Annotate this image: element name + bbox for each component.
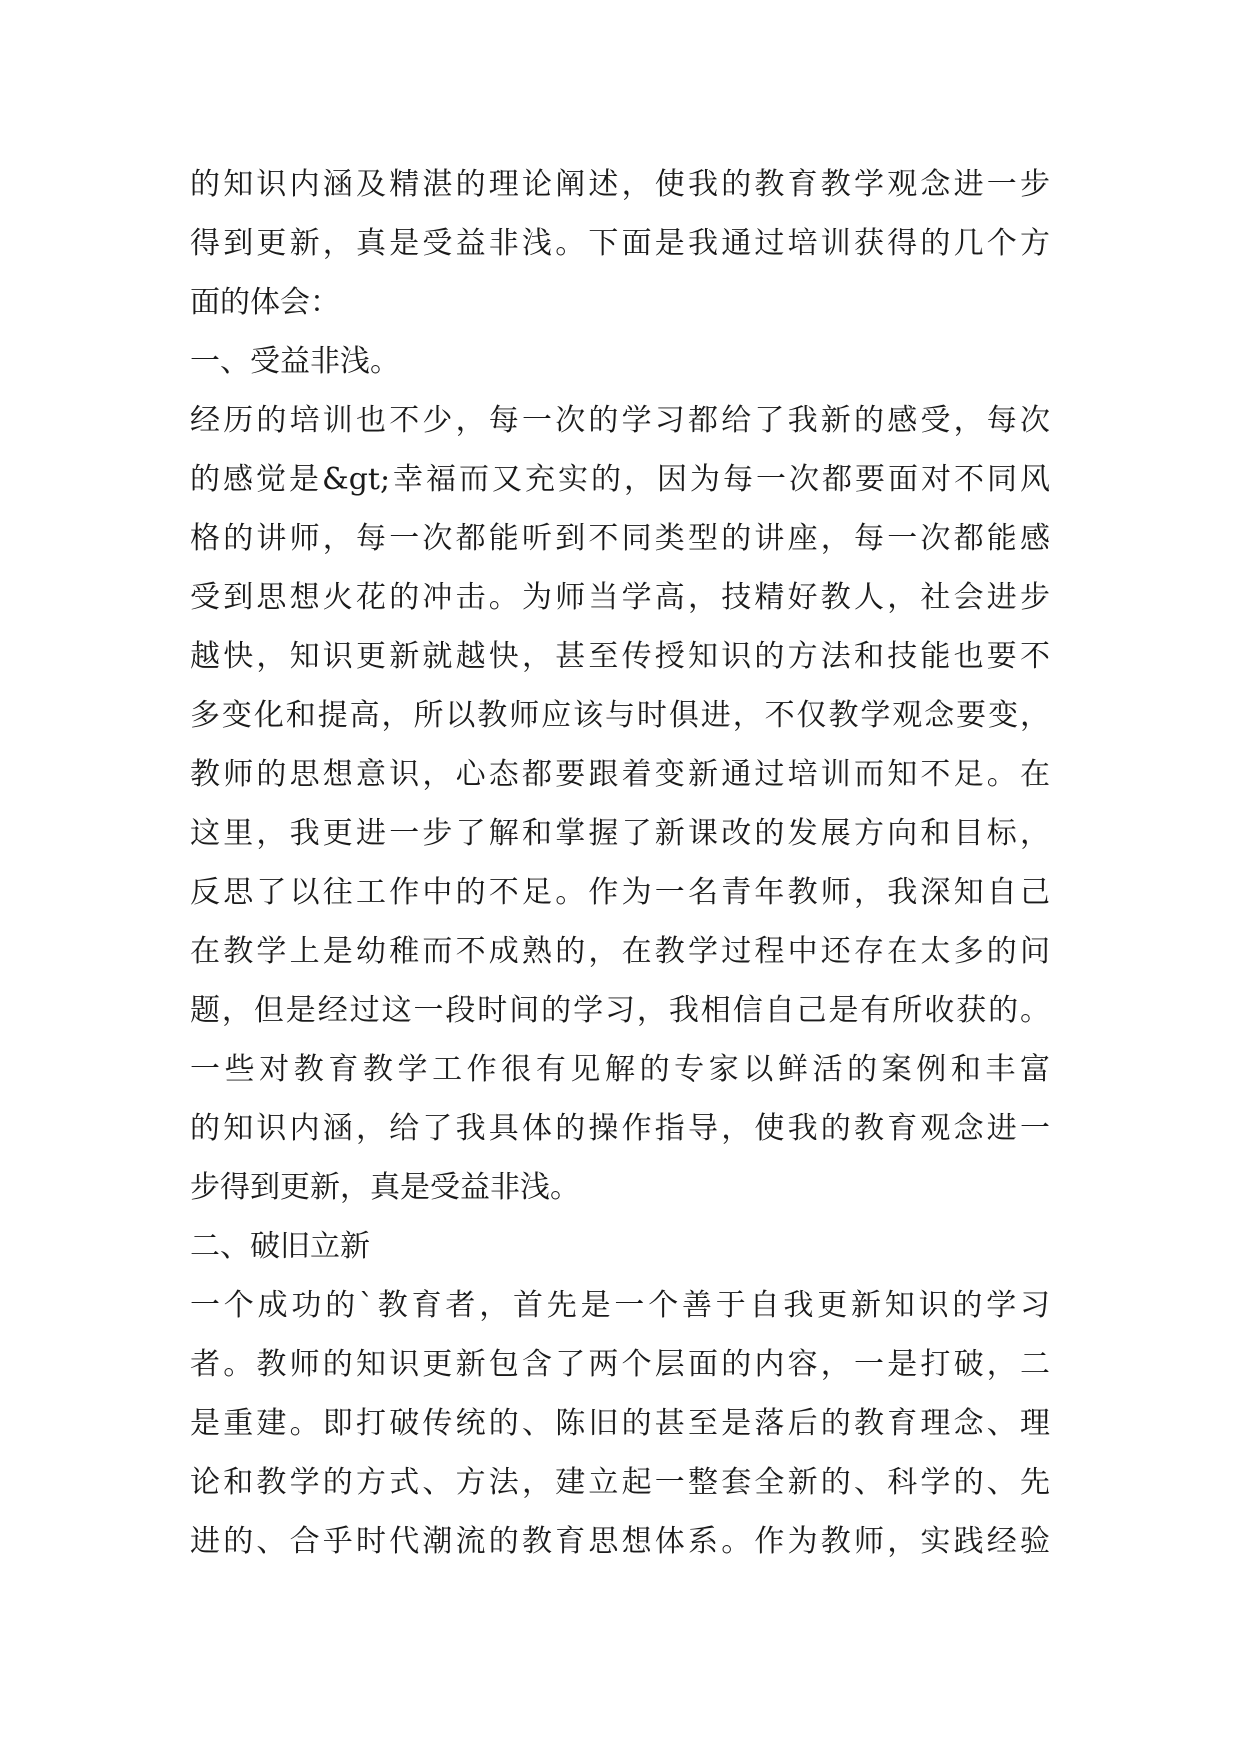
text-line: 的知识内涵及精湛的理论阐述，使我的教育教学观念进一步 xyxy=(190,167,1050,202)
text-line: 格的讲师，每一次都能听到不同类型的讲座，每一次都能感 xyxy=(190,521,1050,556)
text-line: 者。教师的知识更新包含了两个层面的内容，一是打破，二 xyxy=(190,1347,1050,1382)
text-line: 论和教学的方式、方法，建立起一整套全新的、科学的、先 xyxy=(190,1465,1050,1500)
text-line: 步得到更新，真是受益非浅。 xyxy=(190,1170,580,1205)
section-heading: 二、破旧立新 xyxy=(190,1229,370,1264)
body-text xyxy=(190,155,1050,1571)
text-line: 面的体会： xyxy=(190,285,340,320)
text-line: 进的、合乎时代潮流的教育思想体系。作为教师，实践经验 xyxy=(190,1524,1050,1559)
text-line: 得到更新，真是受益非浅。下面是我通过培训获得的几个方 xyxy=(190,226,1050,261)
text-line: 教师的思想意识，心态都要跟着变新通过培训而知不足。在 xyxy=(190,757,1050,792)
text-line: 受到思想火花的冲击。为师当学高，技精好教人，社会进步 xyxy=(190,580,1050,615)
text-line: 这里，我更进一步了解和掌握了新课改的发展方向和目标， xyxy=(190,816,1050,851)
text-line: 是重建。即打破传统的、陈旧的甚至是落后的教育理念、理 xyxy=(190,1406,1050,1441)
text-line: 在教学上是幼稚而不成熟的，在教学过程中还存在太多的问 xyxy=(190,934,1050,969)
text-line: 一个成功的`教育者，首先是一个善于自我更新知识的学习 xyxy=(190,1288,1050,1323)
text-line: 多变化和提高，所以教师应该与时俱进，不仅教学观念要变， xyxy=(190,698,1050,733)
text-line: 越快，知识更新就越快，甚至传授知识的方法和技能也要不 xyxy=(190,639,1050,674)
text-line: 的感觉是&gt;幸福而又充实的，因为每一次都要面对不同风 xyxy=(190,462,1050,497)
text-line: 的知识内涵，给了我具体的操作指导，使我的教育观念进一 xyxy=(190,1111,1050,1146)
text-line: 经历的培训也不少，每一次的学习都给了我新的感受，每次 xyxy=(190,403,1050,438)
text-line: 反思了以往工作中的不足。作为一名青年教师，我深知自己 xyxy=(190,875,1050,910)
text-line: 题，但是经过这一段时间的学习，我相信自己是有所收获的。 xyxy=(190,993,1050,1028)
section-heading: 一、受益非浅。 xyxy=(190,344,400,379)
text-line: 一些对教育教学工作很有见解的专家以鲜活的案例和丰富 xyxy=(190,1052,1050,1087)
